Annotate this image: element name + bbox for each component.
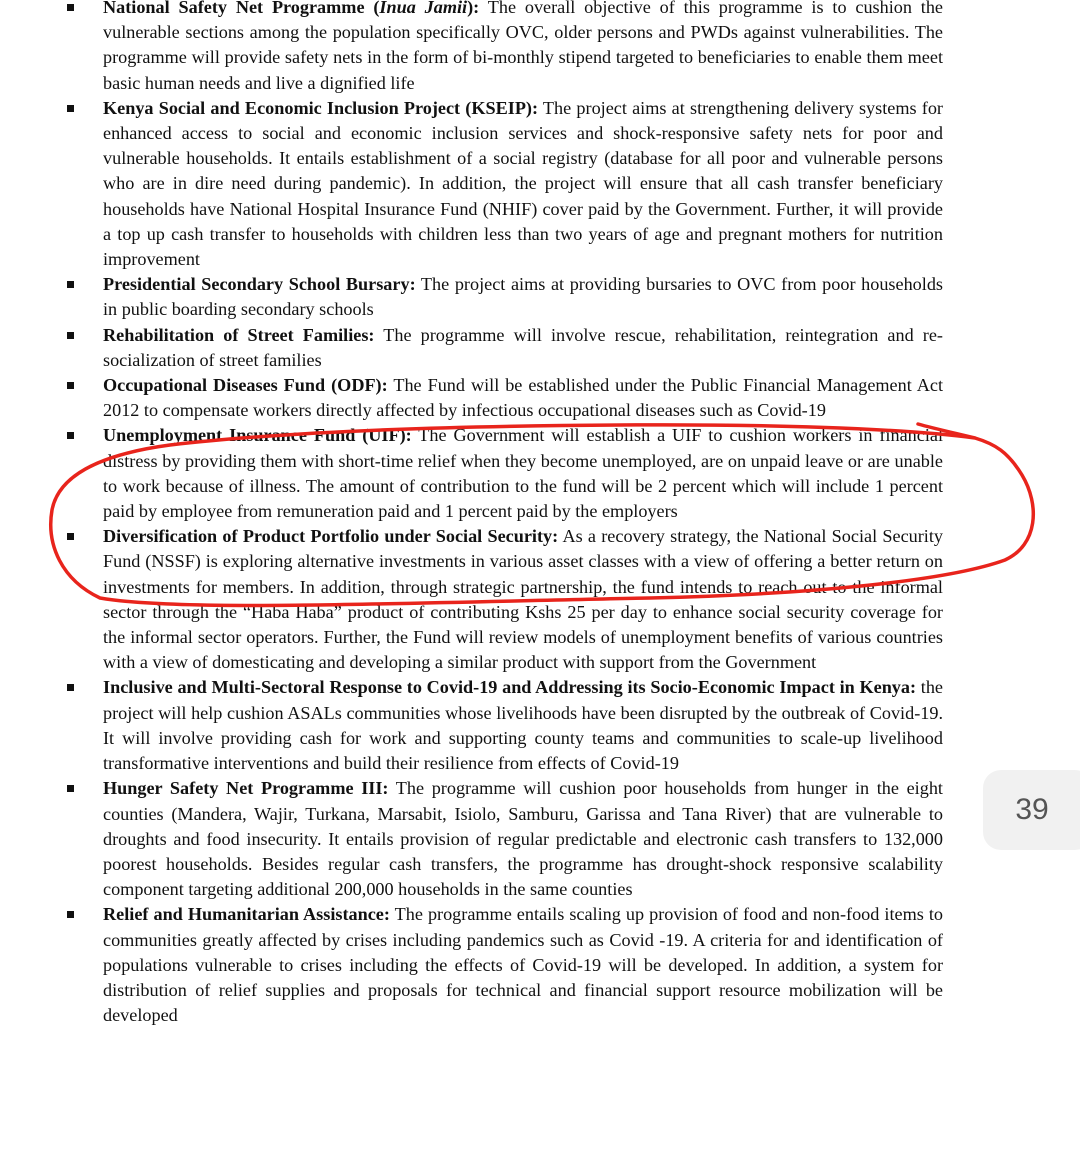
bullet-icon (67, 382, 74, 389)
bullet-icon (67, 533, 74, 540)
item-title: National Safety Net Programme (Inua Jamii): (103, 0, 480, 17)
bullet-icon (67, 105, 74, 112)
list-item (0, 776, 943, 902)
item-body: The project aims at providing bursaries to OVC from poor households in public boarding secondary schools (103, 274, 943, 320)
item-body: The programme will cushion poor households from hunger in the eight counties (Mandera, Wajir, Turkana, Marsabit, Isiolo, Samburu, Garissa and Tana River) that are vulnerable to droughts and food insecurity. It entails provision of regular predictable and electronic cash transfers to 132,000 poorest households. Besides regular cash transfers, the programme has drought-shock responsive scalability component targeting additional 200,000 households in the same counties (103, 778, 943, 900)
bullet-icon (67, 332, 74, 339)
item-title: Occupational Diseases Fund (ODF): (103, 375, 388, 396)
bullet-icon (67, 684, 74, 691)
list-item (0, 96, 943, 272)
item-title: Inclusive and Multi-Sectoral Response to Covid-19 and Addressing its Socio-Economic Impact in Kenya: (103, 677, 917, 698)
bullet-icon (67, 281, 74, 288)
item-body: The overall objective of this programme is to cushion the vulnerable sections among the population specifically OVC, older persons and PWDs against vulnerabilities. The programme will provide safety nets in the form of bi-monthly stipend targeted to beneficiaries to enable them meet basic human needs and live a dignified life (103, 0, 944, 93)
list-item (0, 675, 943, 776)
item-body: The programme entails scaling up provision of food and non-food items to communities greatly affected by crises including pandemics such as Covid -19. A criteria for and identification of populations vulnerable to crises including the effects of Covid-19 will be developed. In addition, a system for distribution of relief supplies and proposals for technical and financial support resource mobilization will be developed (103, 904, 943, 1026)
item-title: Rehabilitation of Street Families: (103, 324, 375, 345)
item-body: The Government will establish a UIF to cushion workers in financial distress by providing them with short-time relief when they become unemployed, are on unpaid leave or are unable to work because of illness. The amount of contribution to the fund will be 2 percent which will include 1 percent paid by employee from remuneration paid and 1 percent paid by the employers (103, 425, 943, 522)
item-title: Presidential Secondary School Bursary: (103, 274, 416, 295)
item-body: The Fund will be established under the Public Financial Management Act 2012 to compensate workers directly affected by infectious occupational diseases such as Covid-19 (103, 375, 943, 421)
item-title: Unemployment Insurance Fund (UIF): (103, 425, 412, 446)
list-item (0, 272, 943, 322)
bullet-icon (67, 4, 74, 11)
item-title: Kenya Social and Economic Inclusion Project (KSEIP): (103, 97, 539, 118)
list-item (0, 323, 943, 373)
bullet-icon (67, 785, 74, 792)
item-body: The programme will involve rescue, rehabilitation, reintegration and re-socialization of street families (103, 324, 943, 370)
item-body: The project aims at strengthening delivery systems for enhanced access to social and economic inclusion services and shock-responsive safety nets for poor and vulnerable households. It entails establishment of a social registry (database for all poor and vulnerable persons who are in dire need during pandemic). In addition, the project will ensure that all cash transfer beneficiary households have National Hospital Insurance Fund (NHIF) cover paid by the Government. Further, it will provide a top up cash transfer to households with children less than two years of age and pregnant mothers for nutrition improvement (103, 97, 943, 270)
item-title: Relief and Humanitarian Assistance: (103, 904, 390, 925)
item-body: As a recovery strategy, the National Social Security Fund (NSSF) is exploring alternative investments in various asset classes with a view of offering a better return on investments for members. In addition, through strategic partnership, the fund intends to reach out to the informal sector through the “Haba Haba” product of contributing Kshs 25 per day to enhance social security coverage for the informal sector operators. Further, the Fund will review models of unemployment benefits of various countries with a view of domesticating and developing a similar product with support from the Government (103, 526, 943, 673)
list-item (0, 902, 943, 1028)
bullet-icon (67, 432, 74, 439)
list-item-highlighted (0, 423, 943, 524)
item-title: Diversification of Product Portfolio under Social Security: (103, 526, 559, 547)
list-item (0, 373, 943, 423)
item-title: Hunger Safety Net Programme III: (103, 778, 389, 799)
bullet-icon (67, 911, 74, 918)
list-item (0, 524, 943, 675)
page-number-badge: 39 (983, 770, 1080, 850)
list-item (0, 0, 943, 96)
item-body: the project will help cushion ASALs communities whose livelihoods have been disrupted by the outbreak of Covid-19. It will involve providing cash for work and supporting county teams and communities to scale-up livelihood transformative interventions and build their resilience from effects of Covid-19 (103, 677, 943, 774)
